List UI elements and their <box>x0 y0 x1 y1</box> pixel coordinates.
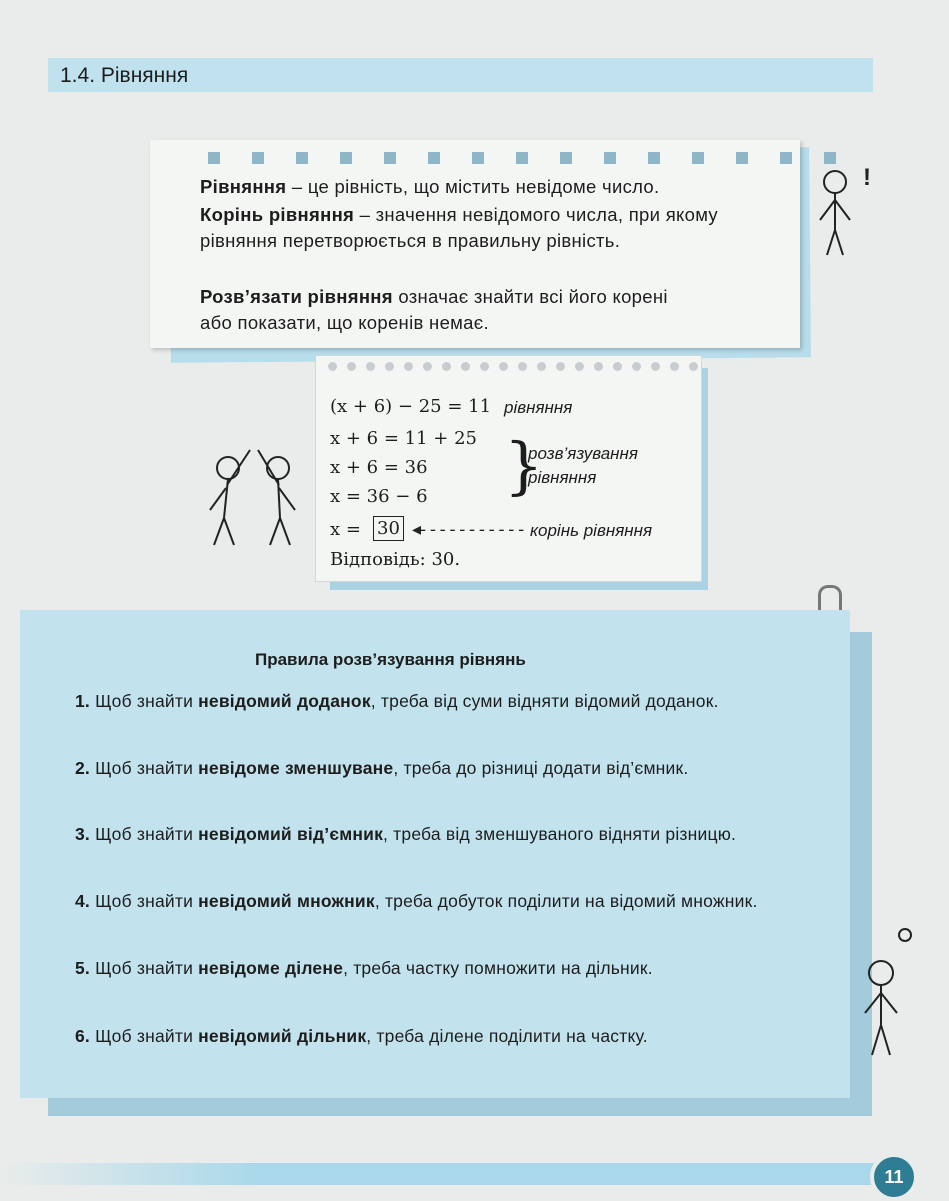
rule-number: 6. <box>75 1026 90 1046</box>
spiral-ring <box>385 362 394 371</box>
rule-item <box>75 690 765 713</box>
spiral-ring <box>537 362 546 371</box>
step-1: x + 6 = 11 + 25 <box>330 428 477 449</box>
rule-text: , треба від суми відняти відомий доданок. <box>370 691 719 711</box>
tape-square <box>428 152 440 164</box>
rule-number: 5. <box>75 958 90 978</box>
rule-text: Щоб знайти <box>95 891 199 911</box>
spiral-ring <box>689 362 698 371</box>
equation-label: рівняння <box>504 398 573 417</box>
tape-square <box>252 152 264 164</box>
tape-square <box>296 152 308 164</box>
tape-square <box>472 152 484 164</box>
rule-text: , треба частку помножити на дільник. <box>343 958 653 978</box>
rule-keyword: невідоме ділене <box>198 958 344 978</box>
step-3: x = 36 − 6 <box>330 486 428 507</box>
spiral-ring <box>347 362 356 371</box>
root-label: корінь рівняння <box>530 521 653 540</box>
definition-box <box>150 140 800 348</box>
root-prefix: x = <box>330 519 361 540</box>
tape-square <box>692 152 704 164</box>
rule-text: , треба від зменшуваного відняти різницю. <box>383 824 737 844</box>
example-box <box>315 355 702 582</box>
spiral-ring <box>423 362 432 371</box>
tape-square <box>516 152 528 164</box>
spiral-ring <box>556 362 565 371</box>
rule-item <box>75 957 765 980</box>
rule-text: Щоб знайти <box>95 691 199 711</box>
rule-text: Щоб знайти <box>95 958 199 978</box>
tape-square <box>560 152 572 164</box>
spiral-ring <box>442 362 451 371</box>
spiral-ring <box>366 362 375 371</box>
rule-item <box>75 757 765 780</box>
rule-text: , треба до різниці додати від’ємник. <box>393 758 689 778</box>
stick-figures-high-five-icon <box>200 440 310 550</box>
example-equation: (x + 6) − 25 = 11 <box>330 396 492 417</box>
tape-square <box>384 152 396 164</box>
step-2: x + 6 = 36 <box>330 457 428 478</box>
steps-label-2: рівняння <box>528 468 597 487</box>
rule-keyword: невідоме зменшуване <box>198 758 394 778</box>
steps-label-1: розв’язування <box>528 444 638 463</box>
root-value: 30 <box>373 516 404 541</box>
rule-keyword: невідомий множник <box>198 891 375 911</box>
spiral-ring <box>328 362 337 371</box>
definition-3: Розв’язати рівняння означає знайти всі його корені або показати, що коренів немає. <box>200 286 668 333</box>
footer-bar <box>0 1163 880 1185</box>
tape-square <box>208 152 220 164</box>
brace: } <box>504 429 544 502</box>
spiral-ring <box>404 362 413 371</box>
spiral-ring <box>651 362 660 371</box>
spiral-ring <box>670 362 679 371</box>
tape-square <box>648 152 660 164</box>
tape-square <box>736 152 748 164</box>
rule-text: Щоб знайти <box>95 758 199 778</box>
rule-number: 3. <box>75 824 90 844</box>
section-title: 1.4. Рівняння <box>60 64 189 87</box>
rule-number: 4. <box>75 891 90 911</box>
rule-text: , треба добуток поділити на відомий множник. <box>374 891 758 911</box>
rule-keyword: невідомий від’ємник <box>198 824 384 844</box>
spiral-ring <box>613 362 622 371</box>
rule-number: 1. <box>75 691 90 711</box>
rule-text: Щоб знайти <box>95 824 199 844</box>
rules-title: Правила розв’язування рівнянь <box>255 650 526 669</box>
rule-item <box>75 823 765 846</box>
spiral-ring <box>575 362 584 371</box>
definition-2: Корінь рівняння – значення невідомого числа, при якому рівняння перетворюється в правильну рівність. <box>200 204 718 251</box>
rule-number: 2. <box>75 758 90 778</box>
rule-text: , треба ділене поділити на частку. <box>366 1026 648 1046</box>
rule-item <box>75 890 765 913</box>
section-header <box>48 58 873 92</box>
svg-text:!: ! <box>863 164 871 191</box>
tape-square <box>340 152 352 164</box>
rule-text: Щоб знайти <box>95 1026 199 1046</box>
stick-figure-exclaim-icon <box>815 160 875 260</box>
dashed-arrow: ◂- - - - - - - - - - - <box>412 519 524 540</box>
tape-square <box>780 152 792 164</box>
answer: Відповідь: 30. <box>330 549 461 570</box>
rule-item <box>75 1025 765 1048</box>
spiral-ring <box>480 362 489 371</box>
definition-1: Рівняння – це рівність, що містить невідоме число. <box>200 176 660 197</box>
spiral-ring <box>632 362 641 371</box>
page-number: 11 <box>870 1153 918 1201</box>
spiral-ring <box>499 362 508 371</box>
rule-keyword: невідомий доданок <box>198 691 371 711</box>
stick-figure-idea-icon <box>855 925 915 1060</box>
tape-square <box>604 152 616 164</box>
spiral-ring <box>518 362 527 371</box>
spiral-ring <box>461 362 470 371</box>
spiral-ring <box>594 362 603 371</box>
rule-keyword: невідомий дільник <box>198 1026 367 1046</box>
